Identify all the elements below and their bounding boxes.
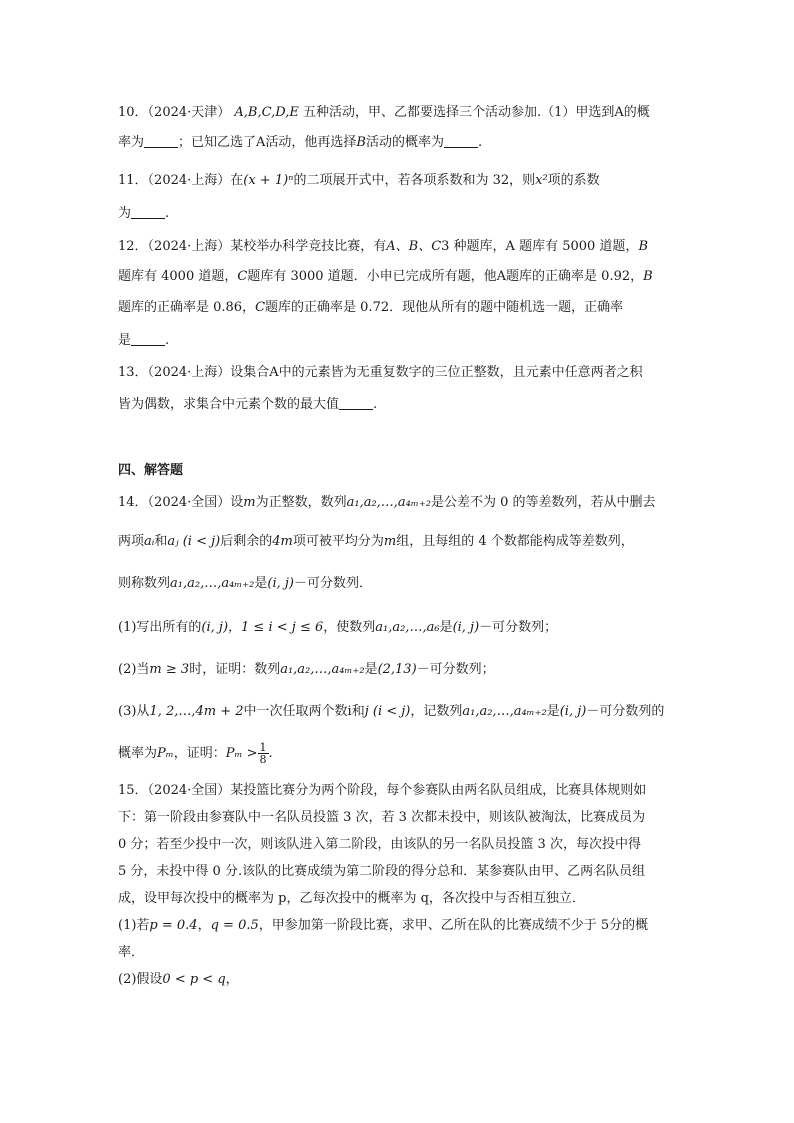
q14-p2-c: 是 — [364, 662, 378, 677]
q14-p3-set: 1, 2,…,4m + 2 — [149, 704, 244, 719]
q14-sequence: a₁,a₂,…,a₄ₘ₊₂ — [346, 495, 431, 510]
q12-var-c: C — [237, 269, 248, 284]
q14-fraction — [258, 742, 269, 765]
q15-line-2: 下：第一阶段由参赛队中一名队员投篮 3 次，若 3 次都未投中，则该队被淘汰，比赛成员为 — [118, 810, 646, 825]
q14-p4-b: ，证明： — [173, 746, 226, 761]
q11-text-end: 项的系数 — [547, 173, 600, 188]
q11-x-squared: x² — [535, 173, 548, 188]
q14-text-g: 则称数列 — [118, 576, 171, 591]
q14-p3-d: 是 — [546, 704, 560, 719]
q12-line-2 — [118, 267, 653, 287]
q14-text-e: 项可被平均分为 — [292, 534, 384, 549]
q13-blank[interactable] — [339, 396, 373, 410]
q10-var-b: B — [356, 135, 366, 150]
q10-text: 五种活动，甲、乙都要选择三个活动参加.（1）甲选到A的概 — [302, 105, 650, 120]
q10-line-1 — [118, 103, 650, 123]
q14-p4-c: . — [268, 746, 273, 761]
q12-text-b: 题库有 3000 道题．小申已完成所有题，他A题库的正确率是 0.92， — [247, 269, 644, 284]
q14-a-j: aⱼ (i < j) — [167, 534, 221, 549]
q13-text: 13．（2024·上海）设集合A中的元素皆为无重复数字的三位正整数，且元素中任意两者之积 — [118, 365, 643, 380]
q15-part-1-line-2: 率． — [118, 945, 145, 960]
q12-number: 12．（2024·上海）某校举办科学竞技比赛，有 — [118, 239, 387, 254]
q14-p1-d: －可分数列； — [479, 620, 558, 635]
q14-text-f: 组，且每组的 4 个数都能构成等差数列， — [396, 534, 634, 549]
q12-text-d: 题库的正确率是 0.72．现他从所有的题中随机选一题，正确率 — [265, 300, 624, 315]
q14-part-2 — [118, 660, 495, 680]
q14-line-3 — [118, 574, 372, 594]
q14-p1-cond: ，1 ≤ i < j ≤ 6 — [228, 620, 324, 635]
q14-text-d: 后剩余的 — [220, 534, 273, 549]
q14-p3-j: j (i < j) — [364, 704, 411, 719]
q14-frac-den: 8 — [259, 753, 267, 766]
q15-line-3: 0 分；若至少投中一次，则该队进入第二阶段，由该队的另一名队员投篮 3 次，每次投中得 — [118, 837, 641, 852]
q14-p1-ij: (i, j) — [201, 620, 229, 635]
q14-p2-pair: (2,13) — [377, 662, 417, 677]
q14-var-m: m — [243, 495, 256, 510]
q15-p1-q: q = 0.5 — [210, 918, 259, 933]
q15-p1-b: ， — [197, 918, 211, 933]
q14-line-1 — [118, 493, 656, 513]
q13-text-a: 皆为偶数，求集合中元素个数的最大值 — [118, 397, 340, 412]
q14-p4-P2: Pₘ > — [225, 746, 258, 761]
q12-text-f: . — [165, 333, 170, 348]
q14-part-1 — [118, 618, 557, 638]
q10-line-2 — [118, 133, 482, 153]
q15-part-1 — [118, 916, 648, 936]
q14-part-3 — [118, 702, 664, 722]
q11-text-b: . — [165, 206, 170, 221]
q10-text-b: ；已知乙选了A活动，他再选择 — [178, 135, 357, 150]
q14-number: 14．（2024·全国）设 — [118, 495, 244, 510]
q10-text-a: 率为 — [118, 135, 145, 150]
q14-line-2 — [118, 532, 634, 552]
q12-text-c: 题库的正确率是 0.86， — [118, 300, 256, 315]
q14-p2-d: －可分数列； — [416, 662, 495, 677]
q12-blank[interactable] — [131, 332, 165, 346]
q15-p1-a: (1)若 — [118, 918, 150, 933]
q14-p2-cond: m ≥ 3 — [149, 662, 190, 677]
q12-line-4 — [118, 331, 169, 351]
q12-var-b: B — [638, 239, 648, 254]
q14-p1-c: 是 — [439, 620, 453, 635]
q14-p1-b: ，使数列 — [323, 620, 376, 635]
q14-p1-seq: a₁,a₂,…,a₆ — [375, 620, 440, 635]
q14-text-c: 两项 — [118, 534, 145, 549]
q10-number: 10．（2024·天津） — [118, 105, 231, 120]
q14-text-a: 为正整数，数列 — [255, 495, 347, 510]
q14-text-b: 是公差不为 0 的等差数列，若从中删去 — [430, 495, 656, 510]
q14-p3-e: －可分数列的 — [586, 704, 665, 719]
q15-p2-b: ， — [225, 972, 239, 987]
q15-p1-c: ，甲参加第一阶段比赛，求甲、乙所在队的比赛成绩不少于 5分的概 — [258, 918, 649, 933]
q14-p2-b: 时，证明：数列 — [189, 662, 281, 677]
q13-line-1 — [118, 363, 643, 383]
q14-p3-c: ，记数列 — [410, 704, 463, 719]
q14-p1-a: (1)写出所有的 — [118, 620, 202, 635]
q15-p2-cond: 0 < p < q — [162, 972, 226, 987]
q15-line-5: 成，设甲每次投中的概率为 p，乙每次投中的概率为 q，各次投中与否相互独立． — [118, 891, 585, 906]
q14-a-i: aᵢ — [144, 534, 155, 549]
q14-p3-seq: a₁,a₂,…,a₄ₘ₊₂ — [462, 704, 547, 719]
q14-text-i: －可分数列． — [293, 576, 372, 591]
q11-line-1 — [118, 171, 600, 191]
q10-text-d: . — [477, 135, 483, 150]
q12-text-e: 是 — [118, 333, 132, 348]
q11-blank[interactable] — [131, 205, 165, 219]
q10-activity-set: A,B,C,D,E — [234, 105, 299, 120]
q14-p3-a: (3)从 — [118, 704, 150, 719]
q14-and: 和 — [154, 534, 168, 549]
q14-var-m2: m — [383, 534, 397, 549]
q15-line-4: 5 分，未投中得 0 分.该队的比赛成绩为第二阶段的得分总和．某参赛队由甲、乙两名队员组 — [118, 864, 646, 879]
q14-p1-ij2: (i, j) — [452, 620, 480, 635]
q12-var-b2: B — [643, 269, 653, 284]
q15-p2-a: (2)假设 — [118, 972, 163, 987]
q15-line-1: 15．（2024·全国）某投篮比赛分为两个阶段，每个参赛队由两名队员组成，比赛具体规则如 — [118, 783, 647, 798]
q11-number: 11．（2024·上海）在 — [118, 173, 244, 188]
q14-p2-seq: a₁,a₂,…,a₄ₘ₊₂ — [280, 662, 365, 677]
q11-text-a: 为 — [118, 206, 132, 221]
q10-text-c: 活动的概率为 — [365, 135, 444, 150]
q12-text: 3 种题库，A 题库有 5000 道题， — [441, 239, 639, 254]
q15-part-2 — [118, 970, 239, 990]
q14-ij: (i, j) — [267, 576, 294, 591]
q11-line-2 — [118, 204, 169, 224]
q15-p1-p: p = 0.4 — [149, 918, 198, 933]
q12-text-a: 题库有 4000 道题， — [118, 269, 238, 284]
q12-var-c2: C — [255, 300, 266, 315]
q14-p4-a: 概率为 — [118, 746, 158, 761]
q12-line-3 — [118, 298, 623, 318]
q14-frac-num: 1 — [259, 741, 267, 754]
q14-p3-ij: (i, j) — [559, 704, 587, 719]
q14-sequence-2: a₁,a₂,…,a₄ₘ₊₂ — [170, 576, 255, 591]
section-heading: 四、解答题 — [118, 463, 184, 478]
q11-binomial: (x + 1)ⁿ — [243, 173, 294, 188]
q14-p3-b: 中一次任取两个数i和 — [243, 704, 365, 719]
q10-blank-1[interactable] — [144, 134, 178, 148]
q10-blank-2[interactable] — [444, 134, 478, 148]
q14-text-h: 是 — [254, 576, 268, 591]
q13-text-b: . — [373, 397, 378, 412]
q14-4m: 4m — [272, 534, 293, 549]
q11-text: 的二项展开式中，若各项系数和为 32，则 — [293, 173, 536, 188]
q14-p2-a: (2)当 — [118, 662, 150, 677]
q13-line-2 — [118, 395, 377, 415]
q12-abc: A、B、C — [386, 239, 442, 254]
q12-line-1 — [118, 237, 648, 257]
q14-part-3-line-2 — [118, 741, 273, 767]
q14-p4-P: Pₘ — [157, 746, 174, 761]
